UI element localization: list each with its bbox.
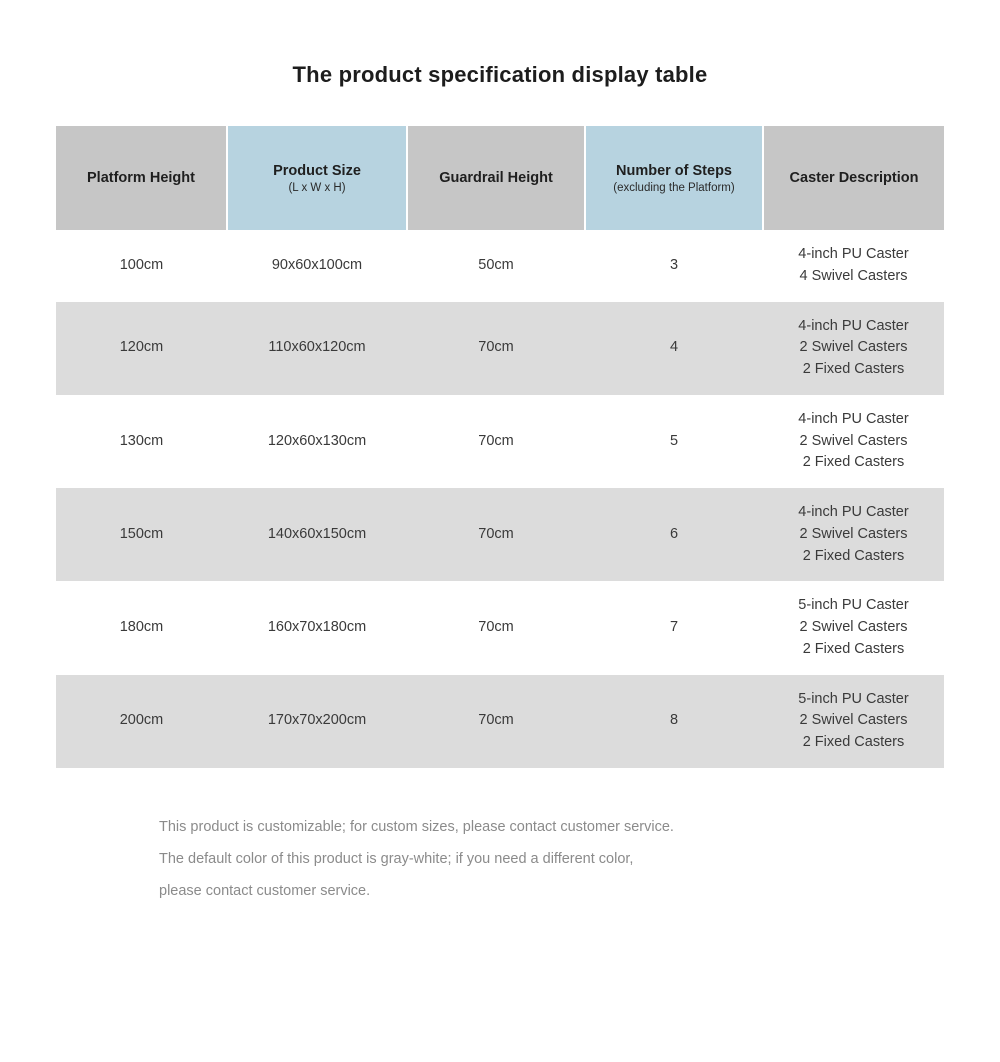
caster-line-list xyxy=(769,316,938,381)
caster-line: 4-inch PU Caster xyxy=(798,410,909,427)
caster-line: 2 Swivel Casters xyxy=(799,712,908,729)
caster-line-list xyxy=(769,244,938,288)
table-row xyxy=(56,395,944,488)
guardrail-height-cell: 70cm xyxy=(407,675,585,768)
table-body xyxy=(56,230,944,768)
product-size-cell: 120x60x130cm xyxy=(227,395,407,488)
caster-line: 4-inch PU Caster xyxy=(798,317,909,334)
caster-line: 2 Fixed Casters xyxy=(802,734,905,750)
platform-height-cell: 200cm xyxy=(56,675,227,768)
caster-line: 5-inch PU Caster xyxy=(798,690,909,707)
guardrail-height-cell: 70cm xyxy=(407,581,585,674)
table-row xyxy=(56,488,944,581)
column-header-label: Platform Height xyxy=(87,170,195,186)
spec-sheet-page xyxy=(0,62,1000,1062)
product-size-cell: 160x70x180cm xyxy=(227,581,407,674)
column-header-2 xyxy=(407,126,585,230)
table-header-row xyxy=(56,126,944,230)
product-size-cell: 170x70x200cm xyxy=(227,675,407,768)
steps-cell: 4 xyxy=(585,302,763,395)
caster-line-list xyxy=(769,409,938,474)
caster-line: 2 Fixed Casters xyxy=(802,640,905,657)
caster-line: 2 Fixed Casters xyxy=(802,547,905,564)
caster-line-list xyxy=(769,595,938,660)
platform-height-cell: 150cm xyxy=(56,488,227,581)
note-line: please contact customer service. xyxy=(159,882,371,899)
table-row xyxy=(56,230,944,302)
guardrail-height-cell: 70cm xyxy=(407,302,585,395)
guardrail-height-cell: 50cm xyxy=(407,230,585,302)
caster-line: 2 Fixed Casters xyxy=(802,454,905,471)
caster-line: 4 Swivel Casters xyxy=(799,267,908,284)
guardrail-height-cell: 70cm xyxy=(407,395,585,488)
caster-line-list xyxy=(769,502,938,567)
column-header-label: Guardrail Height xyxy=(439,170,553,186)
note-line: This product is customizable; for custom sizes, please contact customer service. xyxy=(159,818,674,835)
platform-height-cell: 180cm xyxy=(56,581,227,674)
column-header-sublabel: (L x W x H) xyxy=(288,181,346,194)
caster-line: 2 Swivel Casters xyxy=(799,619,908,635)
table-header xyxy=(56,126,944,230)
column-header-label: Product Size xyxy=(273,162,361,179)
caster-line: 2 Swivel Casters xyxy=(799,339,908,356)
product-size-cell: 110x60x120cm xyxy=(227,302,407,395)
column-header-sublabel: (excluding the Platform) xyxy=(613,181,735,194)
caster-description-cell xyxy=(763,675,944,768)
column-header-1 xyxy=(227,126,407,230)
column-header-3 xyxy=(585,126,763,230)
column-header-0 xyxy=(56,126,227,230)
table-row xyxy=(56,302,944,395)
caster-line: 5-inch PU Caster xyxy=(798,597,909,614)
steps-cell: 8 xyxy=(585,675,763,768)
spec-table-container xyxy=(56,126,944,768)
note-line: The default color of this product is gray-white; if you need a different color, xyxy=(159,850,634,867)
notes-block xyxy=(159,812,919,908)
column-header-label: Caster Description xyxy=(789,170,919,186)
caster-line: 2 Swivel Casters xyxy=(799,525,908,542)
caster-line: 4-inch PU Caster xyxy=(798,504,909,520)
caster-description-cell xyxy=(763,581,944,674)
caster-description-cell xyxy=(763,302,944,395)
specification-table xyxy=(56,126,944,768)
guardrail-height-cell: 70cm xyxy=(407,488,585,581)
product-size-cell: 90x60x100cm xyxy=(227,230,407,302)
caster-line-list xyxy=(769,689,938,754)
caster-line: 2 Swivel Casters xyxy=(799,432,908,449)
caster-description-cell xyxy=(763,488,944,581)
page-title: The product specification display table xyxy=(292,62,708,87)
steps-cell: 7 xyxy=(585,581,763,674)
steps-cell: 3 xyxy=(585,230,763,302)
table-row xyxy=(56,581,944,674)
steps-cell: 6 xyxy=(585,488,763,581)
caster-description-cell xyxy=(763,395,944,488)
product-size-cell: 140x60x150cm xyxy=(227,488,407,581)
caster-line: 2 Fixed Casters xyxy=(802,361,905,377)
platform-height-cell: 100cm xyxy=(56,230,227,302)
table-row xyxy=(56,675,944,768)
column-header-4 xyxy=(763,126,944,230)
caster-line: 4-inch PU Caster xyxy=(798,246,909,262)
platform-height-cell: 130cm xyxy=(56,395,227,488)
caster-description-cell xyxy=(763,230,944,302)
column-header-label: Number of Steps xyxy=(615,162,732,179)
platform-height-cell: 120cm xyxy=(56,302,227,395)
steps-cell: 5 xyxy=(585,395,763,488)
